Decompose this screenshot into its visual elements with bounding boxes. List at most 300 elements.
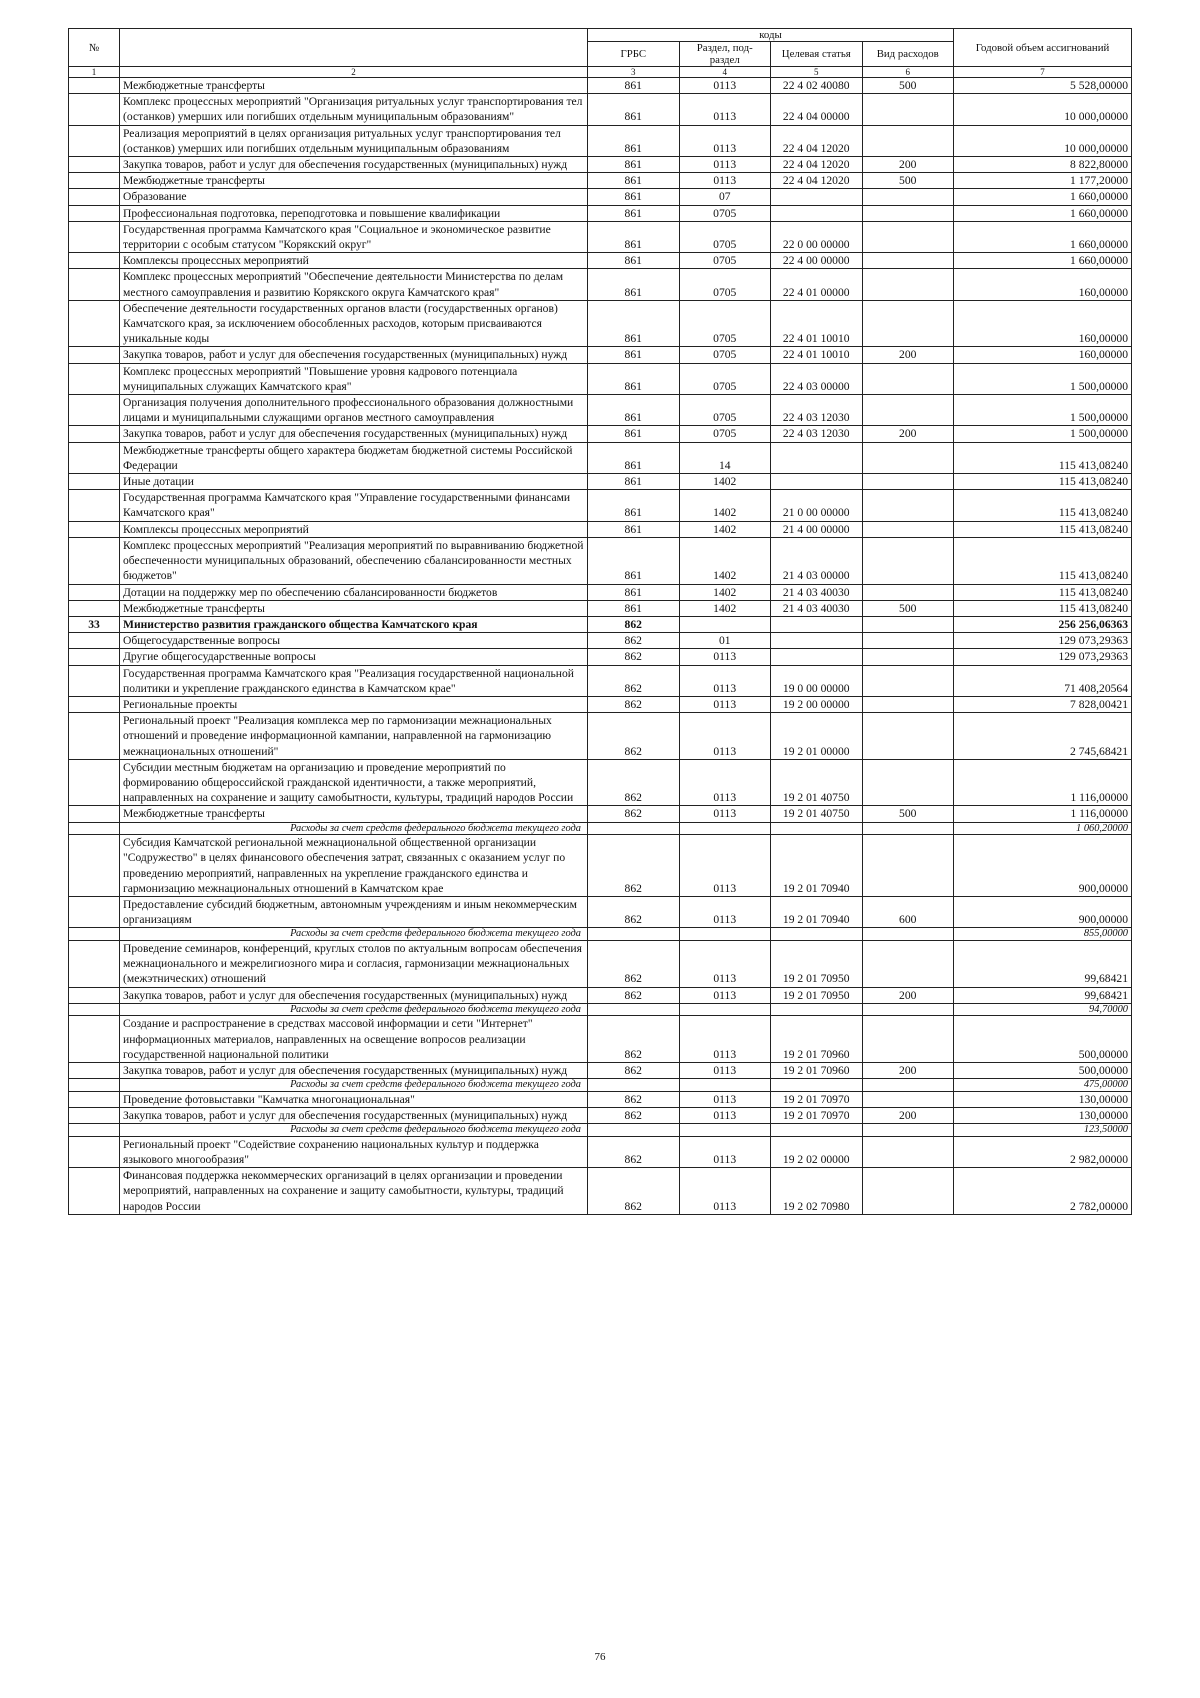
row-target-article: 22 0 00 00000 (771, 221, 863, 252)
row-target-article: 19 2 01 70970 (771, 1091, 863, 1107)
row-target-article: 22 4 04 00000 (771, 94, 863, 125)
row-target-article: 21 4 03 40030 (771, 584, 863, 600)
row-target-article: 22 4 04 12020 (771, 173, 863, 189)
row-number (69, 1107, 120, 1123)
table-row (69, 347, 1132, 363)
row-target-article: 21 0 00 00000 (771, 490, 863, 521)
row-expense-type (862, 300, 954, 347)
row-razdel: 0705 (679, 269, 771, 300)
table-row (69, 696, 1132, 712)
row-amount: 99,68421 (954, 940, 1132, 987)
row-grbs: 861 (588, 94, 680, 125)
row-grbs: 861 (588, 253, 680, 269)
row-name: Общегосударственные вопросы (120, 633, 588, 649)
row-amount: 1 500,00000 (954, 395, 1132, 426)
row-razdel: 1402 (679, 600, 771, 616)
row-target-article: 22 4 04 12020 (771, 125, 863, 156)
row-expense-type (862, 474, 954, 490)
row-grbs (588, 1079, 680, 1092)
row-expense-type (862, 835, 954, 897)
row-grbs: 861 (588, 363, 680, 394)
row-expense-type (862, 395, 954, 426)
header-target-article: Целевая статья (771, 42, 863, 67)
table-row (69, 205, 1132, 221)
row-amount: 1 660,00000 (954, 205, 1132, 221)
row-razdel: 0113 (679, 1062, 771, 1078)
row-amount: 160,00000 (954, 347, 1132, 363)
row-name: Дотации на поддержку мер по обеспечению сбалансированности бюджетов (120, 584, 588, 600)
row-expense-type (862, 521, 954, 537)
row-target-article (771, 633, 863, 649)
row-grbs: 862 (588, 1091, 680, 1107)
table-row (69, 269, 1132, 300)
row-amount: 115 413,08240 (954, 490, 1132, 521)
row-razdel: 0705 (679, 347, 771, 363)
row-razdel: 1402 (679, 584, 771, 600)
row-expense-type (862, 1091, 954, 1107)
row-razdel: 0705 (679, 253, 771, 269)
row-name: Образование (120, 189, 588, 205)
row-target-article: 19 2 01 70960 (771, 1062, 863, 1078)
row-razdel: 01 (679, 633, 771, 649)
row-grbs: 861 (588, 426, 680, 442)
row-amount: 5 528,00000 (954, 78, 1132, 94)
row-number (69, 426, 120, 442)
row-amount: 115 413,08240 (954, 584, 1132, 600)
row-expense-type: 500 (862, 173, 954, 189)
row-razdel (679, 1079, 771, 1092)
row-grbs (588, 1003, 680, 1016)
table-row (69, 395, 1132, 426)
row-target-article (771, 474, 863, 490)
row-grbs: 862 (588, 1107, 680, 1123)
row-expense-type (862, 1136, 954, 1167)
row-name: Закупка товаров, работ и услуг для обеспечения государственных (муниципальных) нужд (120, 157, 588, 173)
row-target-article (771, 928, 863, 941)
table-row (69, 363, 1132, 394)
table-row (69, 759, 1132, 806)
row-grbs: 861 (588, 269, 680, 300)
row-amount: 10 000,00000 (954, 125, 1132, 156)
table-row (69, 78, 1132, 94)
row-target-article: 19 2 01 70940 (771, 835, 863, 897)
row-grbs: 861 (588, 157, 680, 173)
table-row (69, 442, 1132, 473)
row-target-article (771, 822, 863, 835)
row-target-article: 19 2 01 70970 (771, 1107, 863, 1123)
column-number: 6 (862, 67, 954, 78)
row-number (69, 94, 120, 125)
row-grbs: 861 (588, 537, 680, 584)
row-target-article: 19 0 00 00000 (771, 665, 863, 696)
table-row (69, 584, 1132, 600)
row-razdel: 0113 (679, 157, 771, 173)
table-row (69, 616, 1132, 632)
table-row (69, 940, 1132, 987)
row-number (69, 633, 120, 649)
row-name: Министерство развития гражданского общества Камчатского края (120, 616, 588, 632)
row-expense-type (862, 649, 954, 665)
row-amount: 99,68421 (954, 987, 1132, 1003)
row-name: Межбюджетные трансферты общего характера бюджетам бюджетной системы Российской Федерации (120, 442, 588, 473)
row-amount: 256 256,06363 (954, 616, 1132, 632)
row-name: Иные дотации (120, 474, 588, 490)
row-name: Организация получения дополнительного профессионального образования должностными лицами и муниципальными служащими органов местного самоуправления (120, 395, 588, 426)
row-razdel (679, 616, 771, 632)
row-expense-type (862, 221, 954, 252)
row-expense-type (862, 822, 954, 835)
row-expense-type (862, 1003, 954, 1016)
row-razdel: 0705 (679, 205, 771, 221)
row-target-article (771, 1079, 863, 1092)
row-number (69, 584, 120, 600)
row-name: Профессиональная подготовка, переподготовка и повышение квалификации (120, 205, 588, 221)
row-target-article: 19 2 01 40750 (771, 806, 863, 822)
table-row (69, 253, 1132, 269)
column-number: 5 (771, 67, 863, 78)
row-expense-type (862, 633, 954, 649)
row-razdel: 1402 (679, 521, 771, 537)
row-amount: 7 828,00421 (954, 696, 1132, 712)
row-expense-type (862, 189, 954, 205)
row-number (69, 347, 120, 363)
row-target-article (771, 1003, 863, 1016)
row-grbs: 862 (588, 649, 680, 665)
row-amount: 8 822,80000 (954, 157, 1132, 173)
row-number (69, 1124, 120, 1137)
table-row (69, 649, 1132, 665)
row-grbs (588, 928, 680, 941)
row-razdel: 0113 (679, 173, 771, 189)
row-number (69, 1003, 120, 1016)
row-razdel (679, 928, 771, 941)
row-razdel: 0113 (679, 940, 771, 987)
row-razdel: 0113 (679, 649, 771, 665)
row-razdel (679, 822, 771, 835)
row-target-article: 22 4 00 00000 (771, 253, 863, 269)
row-grbs: 862 (588, 1016, 680, 1063)
row-grbs: 862 (588, 759, 680, 806)
table-row (69, 987, 1132, 1003)
row-amount: 1 177,20000 (954, 173, 1132, 189)
row-razdel: 0113 (679, 1136, 771, 1167)
table-row (69, 426, 1132, 442)
row-target-article: 19 2 02 00000 (771, 1136, 863, 1167)
header-grbs: ГРБС (588, 42, 680, 67)
row-name: Расходы за счет средств федерального бюджета текущего года (120, 1003, 588, 1016)
row-grbs (588, 822, 680, 835)
header-name (120, 29, 588, 67)
row-name: Закупка товаров, работ и услуг для обеспечения государственных (муниципальных) нужд (120, 426, 588, 442)
row-razdel: 14 (679, 442, 771, 473)
table-row (69, 600, 1132, 616)
row-name: Комплексы процессных мероприятий (120, 253, 588, 269)
row-target-article: 22 4 02 40080 (771, 78, 863, 94)
row-grbs: 862 (588, 616, 680, 632)
row-expense-type (862, 442, 954, 473)
row-name: Межбюджетные трансферты (120, 600, 588, 616)
table-row (69, 713, 1132, 760)
row-number (69, 253, 120, 269)
table-row (69, 94, 1132, 125)
column-number: 4 (679, 67, 771, 78)
row-expense-type: 200 (862, 347, 954, 363)
row-number (69, 537, 120, 584)
row-grbs: 861 (588, 600, 680, 616)
row-target-article (771, 1124, 863, 1137)
row-amount: 10 000,00000 (954, 94, 1132, 125)
row-number (69, 474, 120, 490)
row-target-article: 19 2 01 70960 (771, 1016, 863, 1063)
row-amount: 900,00000 (954, 835, 1132, 897)
row-amount: 115 413,08240 (954, 442, 1132, 473)
row-number (69, 395, 120, 426)
row-number (69, 300, 120, 347)
row-razdel: 0113 (679, 78, 771, 94)
row-amount: 2 745,68421 (954, 713, 1132, 760)
row-expense-type (862, 1168, 954, 1215)
row-name: Межбюджетные трансферты (120, 78, 588, 94)
row-expense-type (862, 1079, 954, 1092)
row-grbs: 862 (588, 633, 680, 649)
row-amount: 1 500,00000 (954, 426, 1132, 442)
row-grbs: 862 (588, 1062, 680, 1078)
table-row (69, 1062, 1132, 1078)
row-number (69, 759, 120, 806)
row-expense-type: 200 (862, 987, 954, 1003)
row-number (69, 1168, 120, 1215)
row-number (69, 442, 120, 473)
row-target-article: 22 4 01 10010 (771, 347, 863, 363)
row-target-article: 22 4 01 10010 (771, 300, 863, 347)
row-amount: 129 073,29363 (954, 633, 1132, 649)
table-row (69, 835, 1132, 897)
row-target-article (771, 205, 863, 221)
table-row (69, 633, 1132, 649)
row-number (69, 835, 120, 897)
row-target-article (771, 442, 863, 473)
row-name: Межбюджетные трансферты (120, 806, 588, 822)
row-grbs (588, 1124, 680, 1137)
row-amount: 1 660,00000 (954, 253, 1132, 269)
table-row (69, 1136, 1132, 1167)
row-number (69, 521, 120, 537)
row-target-article: 19 2 01 70940 (771, 896, 863, 927)
table-row (69, 490, 1132, 521)
row-amount: 1 060,20000 (954, 822, 1132, 835)
row-target-article: 19 2 00 00000 (771, 696, 863, 712)
header-no: № (69, 29, 120, 67)
row-amount: 160,00000 (954, 269, 1132, 300)
row-razdel: 0113 (679, 987, 771, 1003)
row-expense-type (862, 363, 954, 394)
row-razdel: 0113 (679, 1168, 771, 1215)
row-name: Расходы за счет средств федерального бюджета текущего года (120, 822, 588, 835)
row-grbs: 861 (588, 189, 680, 205)
row-grbs: 861 (588, 474, 680, 490)
row-razdel: 0705 (679, 221, 771, 252)
row-expense-type (862, 125, 954, 156)
row-razdel: 1402 (679, 537, 771, 584)
row-expense-type (862, 616, 954, 632)
row-name: Региональный проект "Реализация комплекса мер по гармонизации межнациональных отношений и проведение информационной кампании, направленной на гармонизацию межнациональных отношений" (120, 713, 588, 760)
row-razdel: 1402 (679, 474, 771, 490)
row-grbs: 862 (588, 696, 680, 712)
row-number (69, 189, 120, 205)
row-name: Субсидии местным бюджетам на организацию и проведение мероприятий по формированию общероссийской гражданской идентичности, а также мероприятий, направленных на сохранение и защиту самобытности, культуры, традиций народов России (120, 759, 588, 806)
row-name: Закупка товаров, работ и услуг для обеспечения государственных (муниципальных) нужд (120, 1107, 588, 1123)
row-grbs: 862 (588, 1136, 680, 1167)
row-razdel: 0113 (679, 665, 771, 696)
row-grbs: 861 (588, 584, 680, 600)
row-expense-type (862, 94, 954, 125)
row-grbs: 862 (588, 713, 680, 760)
row-number (69, 696, 120, 712)
row-razdel: 0113 (679, 896, 771, 927)
header-sum: Годовой объем ассигнований (954, 29, 1132, 67)
row-grbs: 862 (588, 1168, 680, 1215)
row-target-article: 21 4 03 00000 (771, 537, 863, 584)
row-expense-type (862, 759, 954, 806)
row-number (69, 1091, 120, 1107)
row-razdel: 0705 (679, 300, 771, 347)
row-amount: 71 408,20564 (954, 665, 1132, 696)
document-page (68, 28, 1132, 1215)
row-razdel: 0113 (679, 125, 771, 156)
row-number (69, 173, 120, 189)
row-expense-type: 500 (862, 78, 954, 94)
row-expense-type: 200 (862, 426, 954, 442)
row-number (69, 269, 120, 300)
row-expense-type: 200 (862, 1107, 954, 1123)
row-amount: 115 413,08240 (954, 474, 1132, 490)
row-number (69, 1062, 120, 1078)
row-amount: 123,50000 (954, 1124, 1132, 1137)
row-name: Комплекс процессных мероприятий "Реализация мероприятий по выравниванию бюджетной обеспеченности муниципальных образований, обеспечению сбалансированности местных бюджетов" (120, 537, 588, 584)
row-amount: 855,00000 (954, 928, 1132, 941)
row-name: Предоставление субсидий бюджетным, автономным учреждениям и иным некоммерческим организациям (120, 896, 588, 927)
row-amount: 500,00000 (954, 1016, 1132, 1063)
row-name: Обеспечение деятельности государственных органов власти (государственных органов) Камчатского края, за исключением обособленных расходов, которым присваиваются уникальные коды (120, 300, 588, 347)
row-number (69, 940, 120, 987)
column-number: 7 (954, 67, 1132, 78)
row-amount: 1 660,00000 (954, 189, 1132, 205)
row-target-article: 19 2 01 70950 (771, 987, 863, 1003)
table-row (69, 221, 1132, 252)
table-row (69, 665, 1132, 696)
row-target-article: 19 2 02 70980 (771, 1168, 863, 1215)
row-amount: 900,00000 (954, 896, 1132, 927)
row-target-article: 19 2 01 00000 (771, 713, 863, 760)
row-amount: 500,00000 (954, 1062, 1132, 1078)
row-name: Закупка товаров, работ и услуг для обеспечения государственных (муниципальных) нужд (120, 1062, 588, 1078)
row-razdel: 0113 (679, 1091, 771, 1107)
table-row (69, 806, 1132, 822)
table-body (69, 78, 1132, 1215)
table-row (69, 1016, 1132, 1063)
row-number (69, 665, 120, 696)
row-expense-type (862, 205, 954, 221)
row-number (69, 822, 120, 835)
row-razdel: 0113 (679, 1107, 771, 1123)
row-razdel: 0113 (679, 835, 771, 897)
row-grbs: 861 (588, 300, 680, 347)
row-razdel: 0113 (679, 806, 771, 822)
row-razdel: 1402 (679, 490, 771, 521)
column-number-row (69, 67, 1132, 78)
row-target-article (771, 189, 863, 205)
row-grbs: 861 (588, 221, 680, 252)
row-amount: 2 982,00000 (954, 1136, 1132, 1167)
row-name: Комплекс процессных мероприятий "Обеспечение деятельности Министерства по делам местного самоуправления и развитию Корякского округа Камчатского края" (120, 269, 588, 300)
row-grbs: 862 (588, 665, 680, 696)
row-name: Другие общегосударственные вопросы (120, 649, 588, 665)
row-number (69, 1136, 120, 1167)
row-amount: 115 413,08240 (954, 537, 1132, 584)
row-grbs: 861 (588, 78, 680, 94)
header-expense-type: Вид расходов (862, 42, 954, 67)
row-expense-type (862, 253, 954, 269)
budget-table (68, 28, 1132, 1215)
row-grbs: 861 (588, 395, 680, 426)
row-grbs: 861 (588, 490, 680, 521)
row-target-article: 21 4 00 00000 (771, 521, 863, 537)
row-number (69, 713, 120, 760)
table-row (69, 1107, 1132, 1123)
federal-budget-subrow (69, 1124, 1132, 1137)
table-row (69, 189, 1132, 205)
row-amount: 1 116,00000 (954, 806, 1132, 822)
federal-budget-subrow (69, 822, 1132, 835)
row-expense-type (862, 665, 954, 696)
row-number (69, 490, 120, 521)
row-expense-type (862, 1124, 954, 1137)
row-expense-type (862, 696, 954, 712)
row-expense-type (862, 490, 954, 521)
row-name: Проведение фотовыставки "Камчатка многонациональная" (120, 1091, 588, 1107)
row-name: Региональный проект "Содействие сохранению национальных культур и поддержка языкового многообразия" (120, 1136, 588, 1167)
row-razdel: 0705 (679, 395, 771, 426)
row-number (69, 78, 120, 94)
row-expense-type: 200 (862, 1062, 954, 1078)
row-expense-type (862, 928, 954, 941)
row-grbs: 862 (588, 806, 680, 822)
header-codes: коды (588, 29, 954, 42)
row-razdel: 0705 (679, 426, 771, 442)
row-amount: 475,00000 (954, 1079, 1132, 1092)
row-name: Государственная программа Камчатского края "Социальное и экономическое развитие территории с особым статусом "Корякский округ" (120, 221, 588, 252)
page-number: 76 (594, 1651, 606, 1663)
row-razdel: 07 (679, 189, 771, 205)
header-razdel: Раздел, под-раздел (679, 42, 771, 67)
row-target-article: 22 4 04 12020 (771, 157, 863, 173)
row-amount: 115 413,08240 (954, 600, 1132, 616)
row-grbs: 861 (588, 442, 680, 473)
table-row (69, 521, 1132, 537)
row-name: Комплекс процессных мероприятий "Повышение уровня кадрового потенциала муниципальных служащих Камчатского края" (120, 363, 588, 394)
row-name: Реализация мероприятий в целях организация ритуальных услуг транспортирования тел (останков) умерших или погибших отдельным муниципальным образованиям (120, 125, 588, 156)
header-row-1 (69, 29, 1132, 42)
row-name: Комплексы процессных мероприятий (120, 521, 588, 537)
row-name: Закупка товаров, работ и услуг для обеспечения государственных (муниципальных) нужд (120, 987, 588, 1003)
row-target-article (771, 649, 863, 665)
row-name: Комплекс процессных мероприятий "Организация ритуальных услуг транспортирования тел (останков) умерших или погибших отдельным муниципальным образованиям" (120, 94, 588, 125)
row-name: Закупка товаров, работ и услуг для обеспечения государственных (муниципальных) нужд (120, 347, 588, 363)
row-number (69, 600, 120, 616)
row-razdel: 0113 (679, 759, 771, 806)
table-row (69, 1091, 1132, 1107)
row-grbs: 861 (588, 521, 680, 537)
